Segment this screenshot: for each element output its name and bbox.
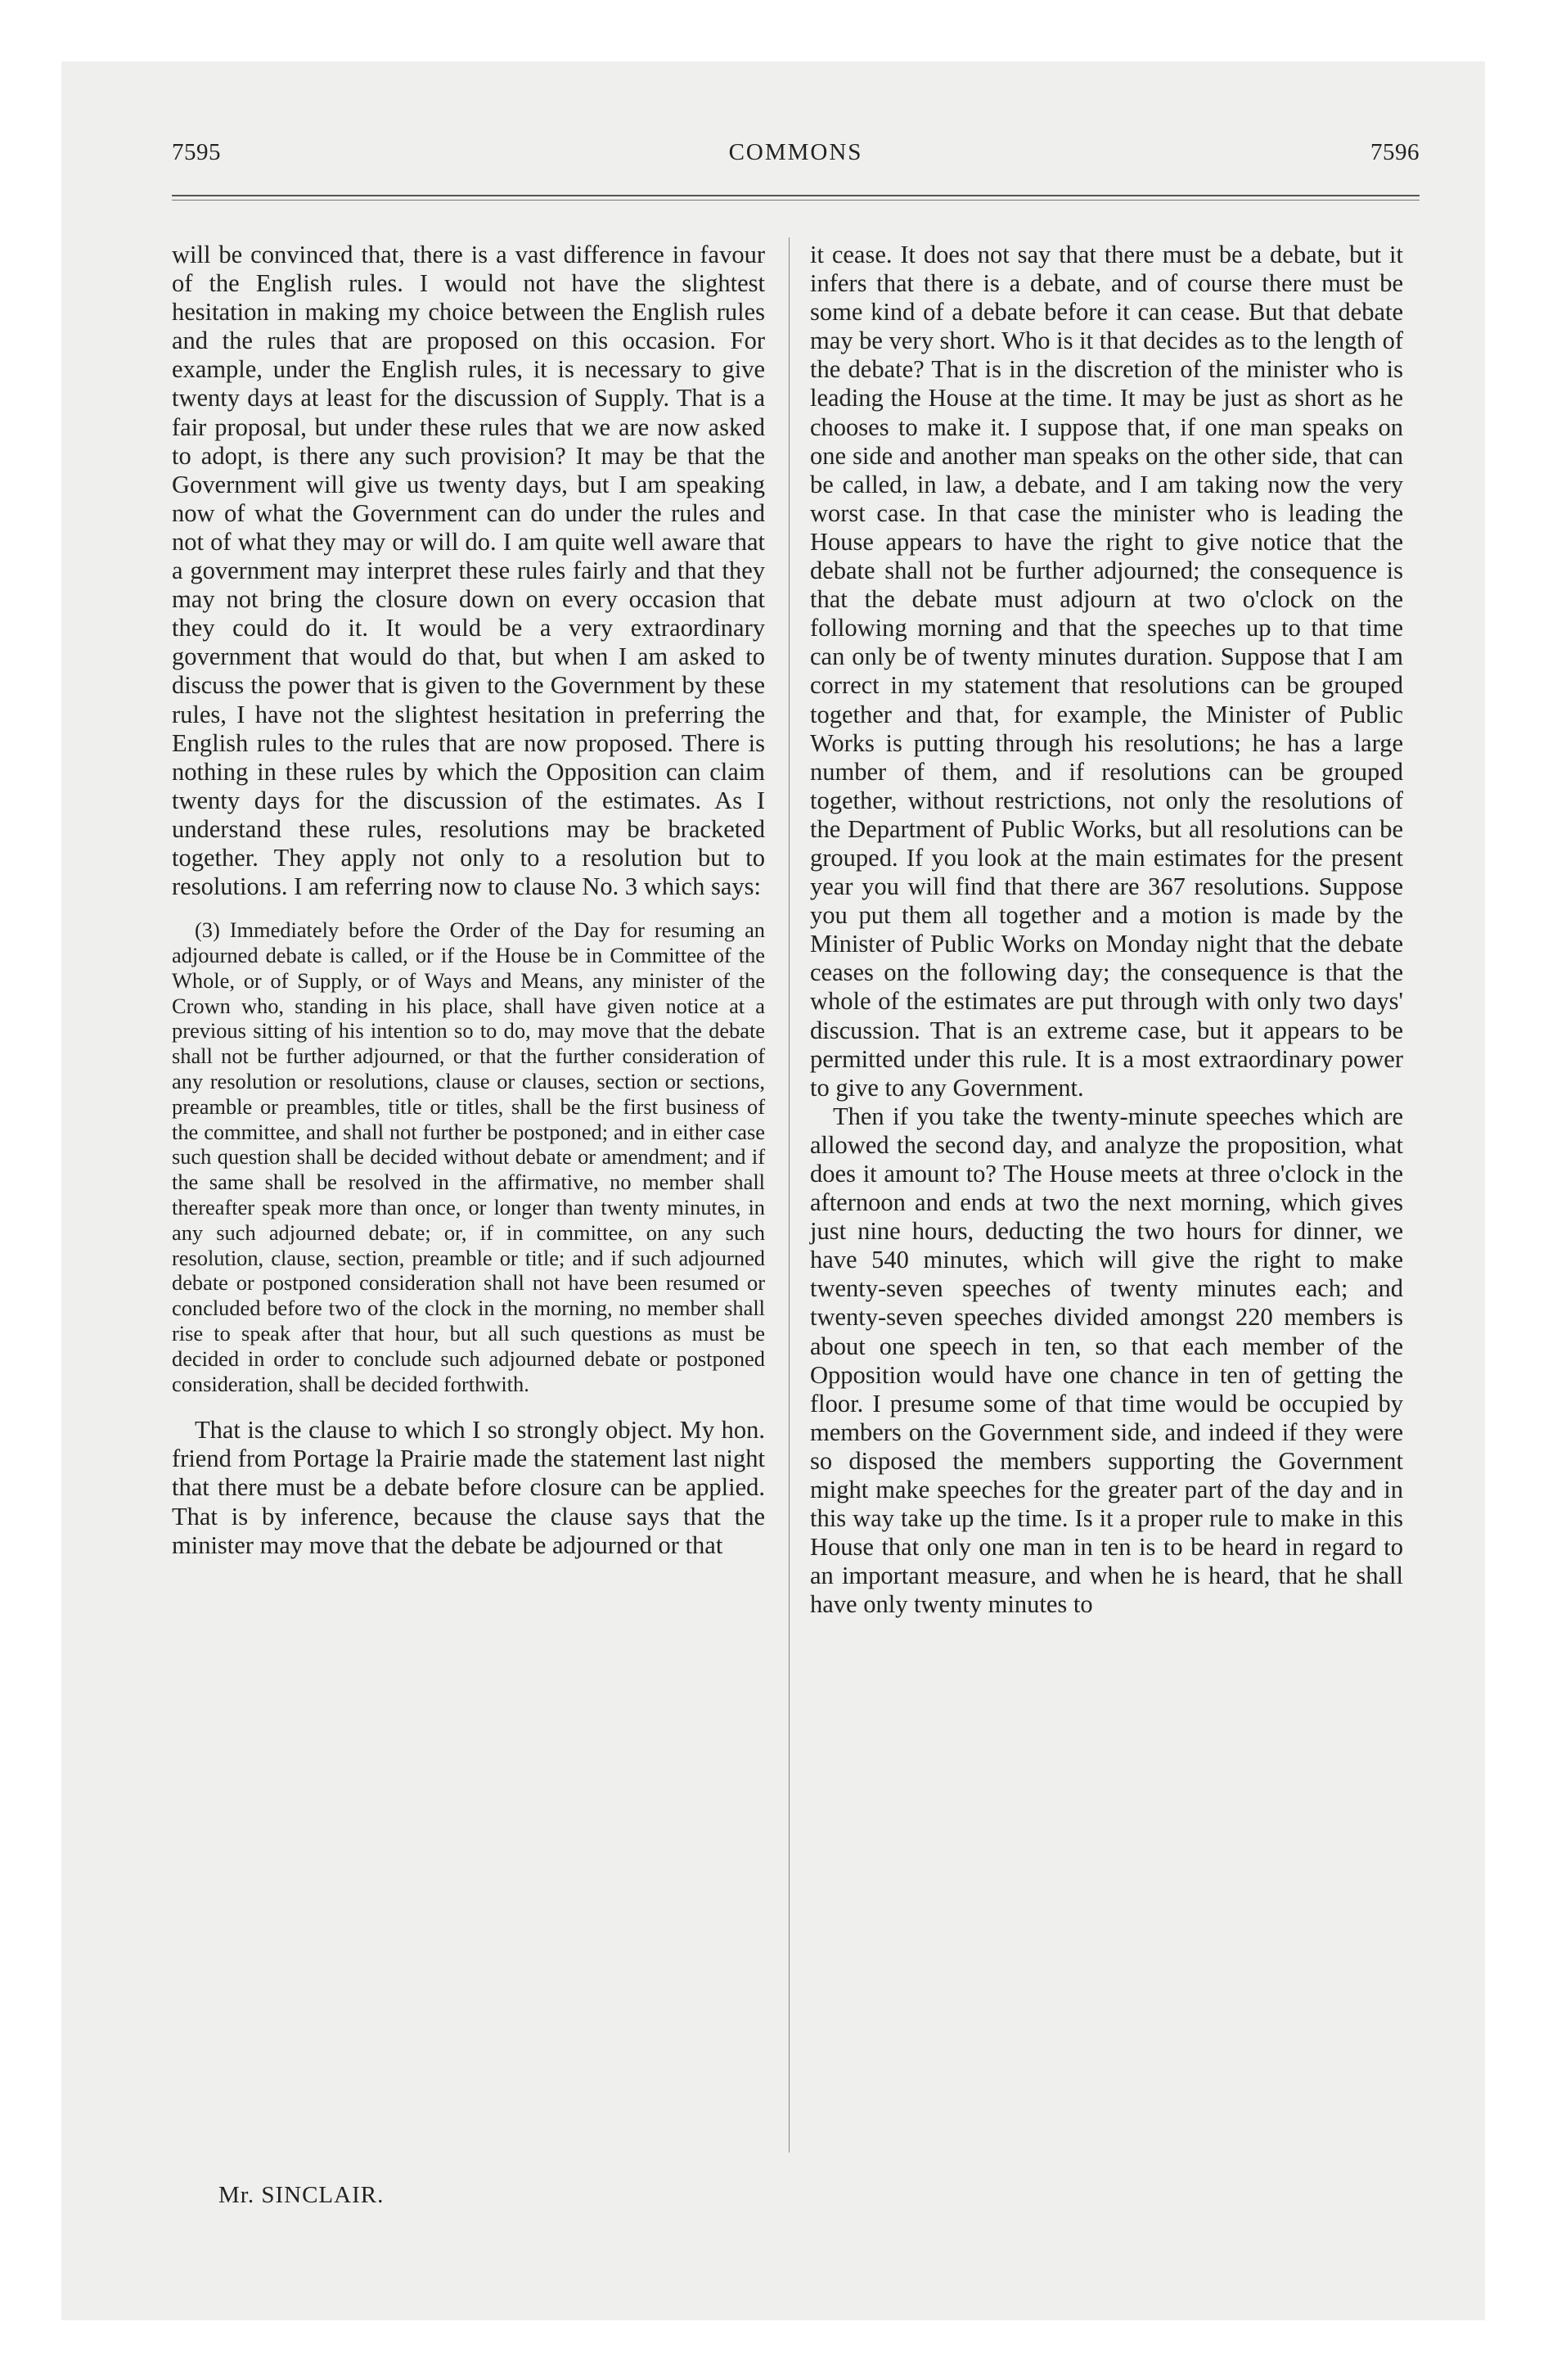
header-rule <box>172 195 1420 196</box>
page-header <box>172 139 1420 172</box>
left-paragraph-2: That is the clause to which I so strongly object. My hon. friend from Portage la Prairie made the statement last night that there must be a debate before closure can be applied. That is by inference, because the clause says that the minister may move that the debate be adjourned or that <box>172 1416 765 1559</box>
right-paragraph-1: it cease. It does not say that there must be a debate, but it infers that there is a debate, and of course there must be some kind of a debate before it can cease. But that debate may be very short. Who is it that decides as to the length of the debate? That is in the discretion of the minister who is leading the House at the time. It may be just as short as he chooses to make it. I suppose that, if one man speaks on one side and another man speaks on the other side, that can be called, in law, a debate, and I am taking now the very worst case. In that case the minister who is leading the House appears to have the right to give notice that the debate shall not be further adjourned; the consequence is that the debate must adjourn at two o'clock on the following morning and that the speeches up to that time can only be of twenty minutes duration. Suppose that I am correct in my statement that resolutions can be grouped together and that, for example, the Minister of Public Works is putting through his resolutions; he has a large number of them, and if resolutions can be grouped together, without restrictions, not only the resolutions of the Department of Public Works, but all resolutions can be grouped. If you look at the main estimates for the present year you will find that there are 367 resolutions. Suppose you put them all together and a motion is made by the Minister of Public Works on Monday night that the debate ceases on the following day; the consequence is that the whole of the estimates are put through with only two days' discussion. That is an extreme case, but it appears to be permitted under this rule. It is a most extraordinary power to give to any Government. <box>810 241 1403 1102</box>
page-number-left: 7595 <box>172 139 221 165</box>
quoted-clause-3: (3) Immediately before the Order of the Day for resuming an adjourned debate is called, or if the House be in Committee of the Whole, or of Supply, or of Ways and Means, any minister of the Crown who, standing in his place, shall have given notice at a previous sitting of his intention so to do, may move that the debate shall not be further adjourned, or that the further consideration of any resolution or resolutions, clause or clauses, section or sections, preamble or preambles, title or titles, shall be the first business of the committee, and shall not further be postponed; and in either case such question shall be decided without debate or amendment; and if the same shall be resolved in the affirmative, no member shall thereafter speak more than once, or longer than twenty minutes, in any such adjourned debate; or, if in committee, on any such resolution, clause, section, preamble or title; and if such adjourned debate or postponed consideration shall not have been resumed or concluded before two of the clock in the morning, no member shall rise to speak after that hour, but all such questions as must be decided in order to conclude such adjourned debate or postponed consideration, shall be decided forthwith. <box>172 917 765 1396</box>
left-paragraph-1: will be convinced that, there is a vast difference in favour of the English rules. I would not have the slightest hesitation in making my choice between the English rules and the rules that are proposed on this occasion. For example, under the English rules, it is necessary to give twenty days at least for the discussion of Supply. That is a fair proposal, but under these rules that we are now asked to adopt, is there any such provision? It may be that the Government will give us twenty days, but I am speaking now of what the Government can do under the rules and not of what they may or will do. I am quite well aware that a government may interpret these rules fairly and that they may not bring the closure down on every occasion that they could do it. It would be a very extraordinary government that would do that, but when I am asked to discuss the power that is given to the Government by these rules, I have not the slightest hesitation in preferring the English rules to the rules that are now proposed. There is nothing in these rules by which the Opposition can claim twenty days for the discussion of the estimates. As I understand these rules, resolutions may be bracketed together. They apply not only to a resolution but to resolutions. I am referring now to clause No. 3 which says: <box>172 241 765 901</box>
page-title: COMMONS <box>728 139 863 165</box>
page-number-right: 7596 <box>1370 139 1420 165</box>
column-divider <box>789 237 790 2152</box>
header-rule-thin <box>172 200 1420 201</box>
hansard-page <box>172 139 1420 2218</box>
left-column <box>172 241 765 1560</box>
right-paragraph-2: Then if you take the twenty-minute speeches which are allowed the second day, and analyze the proposition, what does it amount to? The House meets at three o'clock in the afternoon and ends at two the next morning, which gives just nine hours, deducting the two hours for dinner, we have 540 minutes, which will give the right to make twenty-seven speeches of twenty minutes each; and twenty-seven speeches divided amongst 220 members is about one speech in ten, so that each member of the Opposition would have one chance in ten of getting the floor. I presume some of that time would be occupied by members on the Government side, and indeed if they were so disposed the members supporting the Government might make speeches for the greater part of the day and in this way take up the time. Is it a proper rule to make in this House that only one man in ten is to be heard in regard to an important measure, and when he is heard, that he shall have only twenty minutes to <box>810 1102 1403 1619</box>
speaker-footer: Mr. SINCLAIR. <box>218 2182 385 2208</box>
right-column <box>810 241 1403 1620</box>
